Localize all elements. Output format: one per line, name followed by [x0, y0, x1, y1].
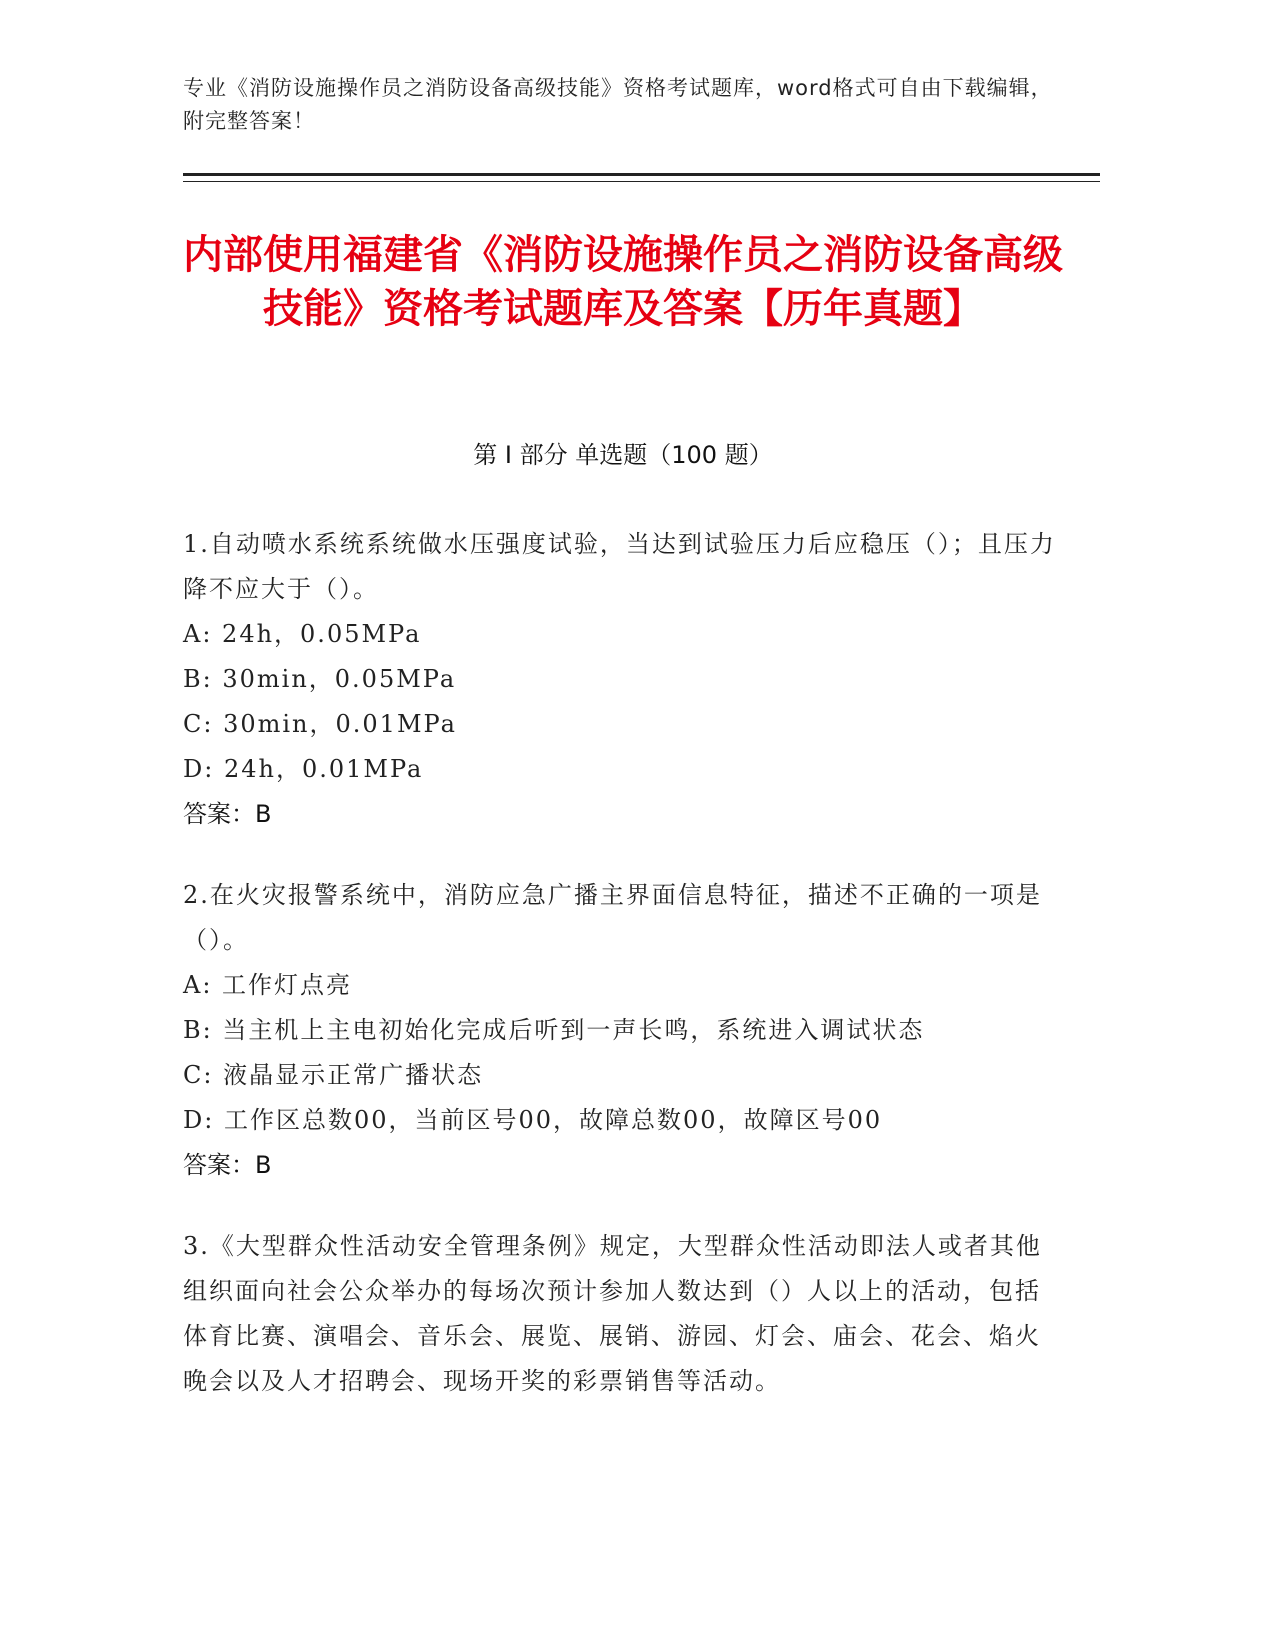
question-item [183, 522, 1063, 837]
question-stem: 2.在火灾报警系统中，消防应急广播主界面信息特征，描述不正确的一项是（）。 [183, 881, 1042, 954]
header-rule-thick [183, 173, 1100, 176]
question-stem: 1.自动喷水系统系统做水压强度试验，当达到试验压力后应稳压（）；且压力降不应大于（）。 [183, 530, 1056, 603]
option-b: B: 当主机上主电初始化完成后听到一声长鸣，系统进入调试状态 [183, 1016, 925, 1044]
question-item [183, 1224, 1063, 1404]
option-d: D: 24h，0.01MPa [183, 755, 424, 783]
question-stem: 3.《大型群众性活动安全管理条例》规定，大型群众性活动即法人或者其他组织面向社会公众举办的每场次预计参加人数达到（）人以上的活动，包括体育比赛、演唱会、音乐会、展览、展销、游园、灯会、庙会、花会、焰火晚会以及人才招聘会、现场开奖的彩票销售等活动。 [183, 1232, 1042, 1395]
answer-line: 答案：B [183, 1151, 272, 1179]
option-d: D: 工作区总数00，当前区号00，故障总数00，故障区号00 [183, 1106, 883, 1134]
option-c: C: 液晶显示正常广播状态 [183, 1061, 484, 1089]
header-note: 专业《消防设施操作员之消防设备高级技能》资格考试题库，word格式可自由下载编辑，附完整答案！ [183, 76, 1053, 133]
option-a: A: 工作灯点亮 [183, 971, 353, 999]
option-a: A: 24h，0.05MPa [183, 620, 422, 648]
option-b: B: 30min，0.05MPa [183, 665, 457, 693]
question-item [183, 873, 1063, 1188]
answer-line: 答案：B [183, 800, 272, 828]
section-heading: 第 I 部分 单选题（100 题） [473, 441, 773, 469]
header-rule-thin [183, 181, 1100, 182]
question-list [183, 522, 1063, 1440]
option-c: C: 30min，0.01MPa [183, 710, 457, 738]
document-title: 内部使用福建省《消防设施操作员之消防设备高级技能》资格考试题库及答案【历年真题】 [183, 232, 1063, 332]
